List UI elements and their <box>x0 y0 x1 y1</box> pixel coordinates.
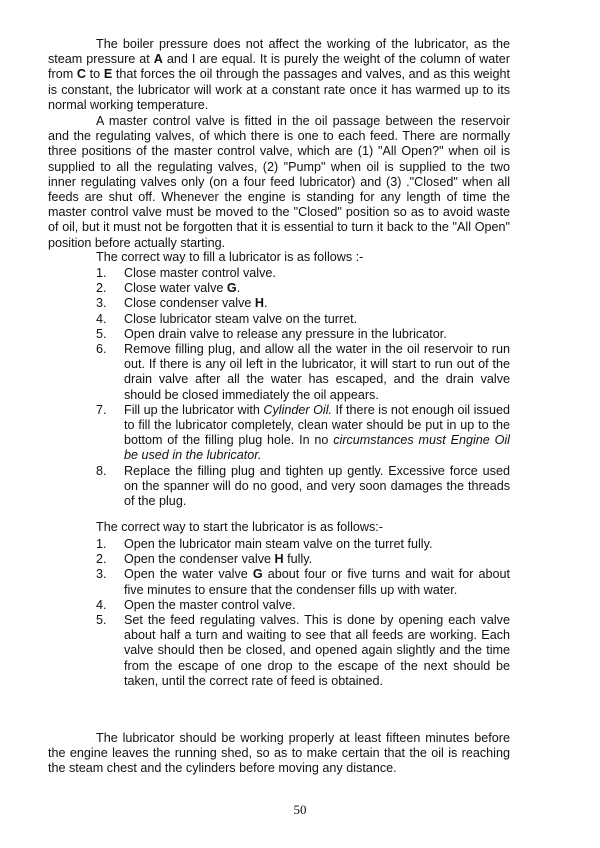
list-item: 3. Open the water valve G about four or five turns and wait for about five minutes to ensure that the condenser fills up with water. <box>96 567 510 597</box>
list-item: 5. Set the feed regulating valves. This is done by opening each valve about half a turn and waiting to see that all feeds are working. Each valve should then be closed, and opened again slightly and the time from the escape of one drop to the escape of the next should be taken, until the correct rate of feed is obtained. <box>96 613 510 688</box>
list-item: 2. Open the condenser valve H fully. <box>96 552 313 567</box>
list-item: 2. Close water valve G. <box>96 281 241 296</box>
fill-procedure-list <box>96 266 510 509</box>
fill-procedure-lead: The correct way to fill a lubricator is as follows :- <box>96 250 364 264</box>
paragraph-boiler-pressure: The boiler pressure does not affect the working of the lubricator, as the steam pressure at A and I are equal. It is purely the weight of the column of water from C to E that forces the oil through the passages and valves, and as this weight is constant, the lubricator will work at a constant rate once it has warmed up to its normal working temperature. <box>48 37 510 112</box>
start-procedure-lead: The correct way to start the lubricator is as follows:- <box>96 520 383 534</box>
list-item: 3. Close condenser valve H. <box>96 296 268 311</box>
list-item: 7. Fill up the lubricator with Cylinder Oil. If there is not enough oil issued to fill the lubricator completely, clean water should be put in up to the bottom of the filling plug hole. In no circumstances must Engine Oil be used in the lubricator. <box>96 402 510 463</box>
page-number: 50 <box>293 802 307 817</box>
label-c: C <box>76 67 86 82</box>
list-item: 8. Replace the filling plug and tighten up gently. Excessive force used on the spanner will do no good, and very soon damages the threads of the plug. <box>96 463 510 509</box>
start-procedure-list <box>96 537 510 689</box>
paragraph-working-properly: The lubricator should be working properly at least fifteen minutes before the engine leaves the running shed, so as to make certain that the oil is reaching the steam chest and the cylinders before moving any distance. <box>48 731 510 776</box>
list-item: 6. Remove filling plug, and allow all the water in the oil reservoir to run out. If there is any oil left in the lubricator, it will start to run out of the drain valve after all the water has escaped, and the drain valve should be closed immediately the oil appears. <box>96 342 510 402</box>
list-item: 1. Close master control valve. <box>96 266 276 280</box>
label-a: A <box>153 52 163 67</box>
label-e: E <box>103 67 113 82</box>
list-item: 5. Open drain valve to release any pressure in the lubricator. <box>96 326 447 341</box>
list-item: 1. Open the lubricator main steam valve on the turret fully. <box>96 537 433 551</box>
paragraph-master-control-valve: A master control valve is fitted in the oil passage between the reservoir and the regulating valves, of which there is one to each feed. There are normally three positions of the master control valve, which are (1) "All Open?" when oil is supplied to all the regulating valves, (2) "Pump" when oil is supplied to the two inner regulating valves only (on a four feed lubricator) and (3) ."Closed" when all feeds are shut off. Whenever the engine is standing for any length of time the master control valve must be moved to the "Closed" position so as to avoid waste of oil, but it must not be forgotten that it is essential to turn it back to the "All Open" position before actually starting. <box>48 114 510 250</box>
list-item: 4. Open the master control valve. <box>96 597 296 612</box>
list-item: 4. Close lubricator steam valve on the turret. <box>96 311 358 326</box>
